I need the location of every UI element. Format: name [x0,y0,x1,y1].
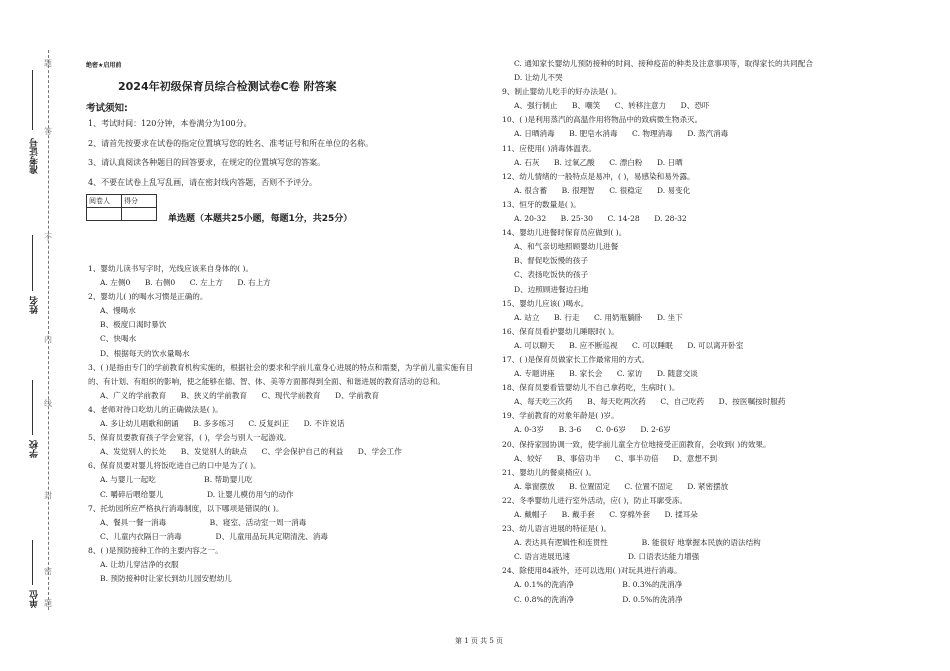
binding-char: 答 [44,127,52,136]
question-text: 17、( )是保育员做家长工作最常用的方式。 [502,354,650,364]
binding-char: 线 [44,399,52,408]
option-line[interactable]: C. 通知家长婴幼儿预防接种的时间、接种疫苗的种类及注意事项等，取得家长的共同配合 [514,59,813,68]
option-line[interactable]: A、发觉别人的长处 B、发觉别人的缺点 C、学会保护自己的利益 D、学会工作 [100,447,402,457]
binding-char: 密 [44,567,52,576]
grader-blank-cell[interactable] [87,208,122,221]
question-text: 19、学前教育的对象年龄是( )岁。 [502,411,619,421]
binding-char: 封 [44,491,52,500]
option-line[interactable]: A. 靠窗摆放 B. 位置固定 C. 位置不固定 D. 紧密摆放 [514,481,729,491]
question-text: 3、( )是指由专门的学前教育机构实施的，根据社会的要求和学前儿童身心进展的特点和需要，为学前儿童实施有目的、有计划、有组织的影响，使之能够在德、智、体、美等方面都得到全面、和谐进展的教育活动的总和。 [88,362,474,386]
grader-cell: 阅卷人 [87,195,122,208]
secret-mark: 绝密★启用前 [86,62,122,69]
option-line[interactable]: B、督促吃饭慢的孩子 [514,256,588,266]
notice-item: 4、不要在试卷上乱写乱画，请在密封线内答题，否则不予评分。 [88,178,318,187]
option-line[interactable]: C、儿童内衣隔日一消毒 D、儿童用品玩具定期清洗、消毒 [100,531,328,541]
option-line[interactable]: A. 可以聊天 B. 应不断巡视 C. 可以睡眠 D. 可以离开卧室 [514,340,744,350]
option-line[interactable]: B、极度口渴时暴饮 [100,320,167,330]
option-line[interactable]: C、快喝水 [100,334,137,344]
option-line[interactable]: A. 专题讲座 B. 家长会 C. 家访 D. 随意交谈 [514,369,698,379]
notice-item: 1、考试时间：120分钟，本卷满分为100分。 [88,119,252,128]
option-line[interactable]: D、边照顾进餐边扫地 [514,284,589,294]
option-line[interactable]: A. 0.1%的洗消净 B. 0.3%的洗消净 [514,580,683,590]
question-text: 12、幼儿情绪的一般特点是易冲，( )，易感染和易外露。 [502,171,695,181]
question-text: 20、保持家园协调一致，使学前儿童全方位地接受正面教育，会收到( )的效果。 [502,439,771,449]
question-text: 16、保育员看护婴幼儿睡眠时( )。 [502,326,619,336]
exam-number-underline [32,70,33,130]
name-label: 姓名 [30,296,40,314]
right-question-column [502,57,902,607]
option-line[interactable]: A、广义的学前教育 B、狭义的学前教育 C、现代学前教育 D、学前教育 [100,390,380,400]
question-text: 24、除使用84液外，还可以选用( )对玩具进行消毒。 [502,566,682,576]
question-text: 21、婴幼儿的餐桌椅应( )。 [502,467,596,477]
option-line[interactable]: D、根据每天的饮水量喝水 [100,348,190,358]
option-line[interactable]: A. 石灰 B. 过氧乙酸 C. 漂白粉 D. 日晒 [514,157,683,167]
option-line[interactable]: C. 嚼碎后喂给婴儿 D. 让婴儿模仿用勺的动作 [100,489,294,499]
option-line[interactable]: D. 让幼儿不哭 [514,73,563,83]
option-line[interactable]: A. 站立 B. 行走 C. 用奶瓶躺卧 D. 坐下 [514,312,683,322]
notice-item: 2、请首先按要求在试卷的指定位置填写您的姓名、准考证号和所在单位的名称。 [88,139,374,148]
page-title: 2024年初级保育员综合检测试卷C卷 附答案 [118,80,337,93]
option-line[interactable]: A、餐具一餐一消毒 B、寝室、活动室一周一消毒 [100,517,307,527]
question-text: 10、( )是利用蒸汽的高温作用将物品中的致病微生物杀灭。 [502,115,703,125]
unit-label: 单位 [30,590,40,608]
question-text: 9、制止婴幼儿吃手的好办法是( )。 [502,87,622,97]
school-label: 学校 [30,440,40,458]
option-line[interactable]: A. 20-32 B. 25-30 C. 14-28 D. 28-32 [514,214,687,224]
question-text: 15、婴幼儿应该( )喝水。 [502,298,589,308]
question-text: 7、托幼园所应严格执行消毒制度，以下哪项是错误的( )。 [88,503,284,513]
question-text: 2、婴幼儿( )的喝水习惯是正确的。 [88,292,208,302]
option-line[interactable]: A. 日晒消毒 B. 肥皂水消毒 C. 物理消毒 D. 蒸汽消毒 [514,129,729,139]
section-title: 单选题（本题共25小题，每题1分，共25分） [168,214,353,224]
option-line[interactable]: C. 0.8%的洗消净 D. 0.5%的洗消净 [514,594,683,604]
binding-char: 内 [44,335,52,344]
option-line[interactable]: A. 多让幼儿唱歌和朗诵 B. 多多练习 C. 反复纠正 D. 不许说话 [100,419,345,429]
notice-heading: 考试须知: [86,103,128,114]
option-line[interactable]: A、慢喝水 [100,306,136,316]
question-text: 14、婴幼儿进餐时保育员应做到( )。 [502,228,627,238]
question-text: 5、保育员要教育孩子学会宽容，( )，学会与别人一起游戏。 [88,433,292,443]
option-line[interactable]: B. 预防接种时让家长到幼儿园安慰幼儿 [100,574,232,584]
score-cell: 得分 [122,195,157,208]
option-line[interactable]: C、表扬吃饭快的孩子 [514,270,589,280]
notice-item: 3、请认真阅读各种题目的回答要求，在规定的位置填写您的答案。 [88,158,326,167]
option-line[interactable]: A. 表达具有逻辑性和连贯性 B. 能很好 地掌握本民族的语法结构 [514,538,761,548]
option-line[interactable]: A、强行制止 B、嘲笑 C、转移注意力 D、恐吓 [514,101,710,111]
binding-char: 题 [44,59,52,68]
score-table [86,194,157,221]
option-line[interactable]: A. 左侧0 B. 右侧0 C. 左上方 D. 右上方 [100,278,271,288]
name-underline [32,235,33,291]
option-line[interactable]: A. 0-3岁 B. 3-6 C. 0-6岁 D. 2-6岁 [514,425,671,435]
binding-char: 不 [44,233,52,242]
binding-char: 题 [44,599,52,608]
option-line[interactable]: A. 让幼儿穿洁净的衣服 [100,559,179,569]
question-text: 8、( )是预防接种工作的主要内容之一。 [88,545,223,555]
exam-number-label: 准考证号 [30,138,40,174]
question-text: 11、应使用( )消毒体温表。 [502,143,596,153]
option-line[interactable]: A. 很含蓄 B. 很理智 C. 很稳定 D. 易变化 [514,185,691,195]
page-footer: 第 1 页 共 5 页 [455,637,504,645]
question-text: 23、幼儿语言进展的特征是( )。 [502,524,612,534]
option-line[interactable]: A. 与婴儿一起吃 B. 帮助婴儿吃 [100,475,253,485]
question-text: 4、老师对待口吃幼儿的正确做法是( )。 [88,404,223,414]
option-line[interactable]: A、每天吃三次药 B、每天吃两次药 C、自己吃药 D、按医嘱按时服药 [514,397,786,407]
left-question-column [88,262,488,586]
question-text: 6、保育员要对婴儿将饭吃进自己的口中是为了( )。 [88,461,261,471]
question-text: 18、保育员要看管婴幼儿不自己拿药吃，生病时( )。 [502,383,680,393]
unit-underline [32,540,33,585]
option-line[interactable]: C. 语言进展迅速 D. 口语表达能力增强 [514,552,700,562]
option-line[interactable]: A、较好 B、事倍功半 C、事半功倍 D、意想不到 [514,453,718,463]
option-line[interactable]: A、和气亲切地照顾婴幼儿进餐 [514,242,619,252]
score-blank-cell[interactable] [122,208,157,221]
question-text: 1、婴幼儿读书写字时，光线应该来自身体的( )。 [88,264,254,273]
question-text: 13、恒牙的数量是( )。 [502,199,581,209]
school-underline [32,380,33,435]
option-line[interactable]: A. 戴帽子 B. 戴手套 C. 穿棉外套 D. 揉耳朵 [514,510,698,519]
question-text: 22、冬季婴幼儿进行室外活动，应( )，防止耳廓受冻。 [502,495,688,505]
